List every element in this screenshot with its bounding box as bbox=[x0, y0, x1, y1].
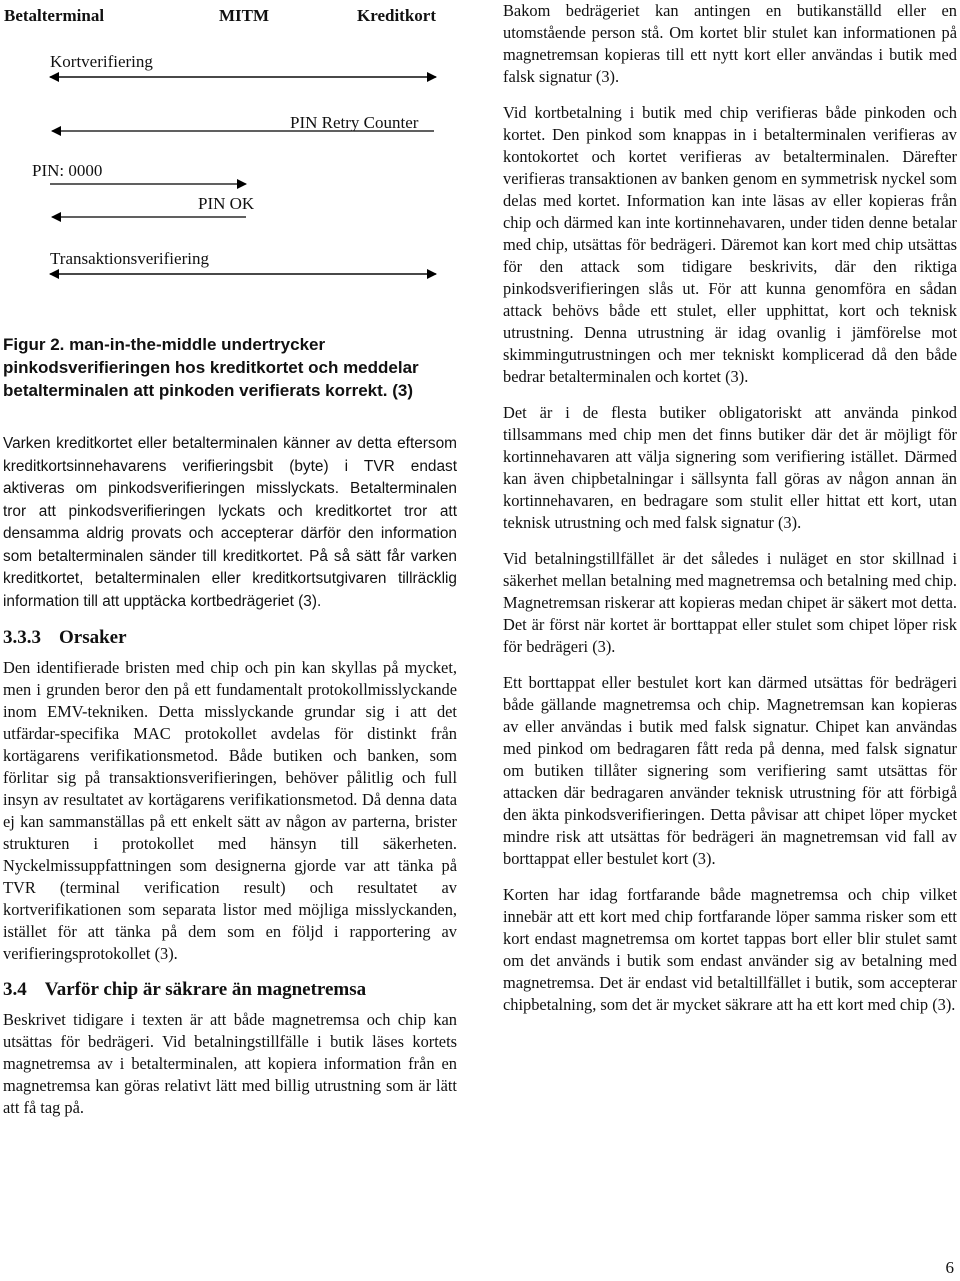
figure-caption: Figur 2. man-in-the-middle undertrycker pinkodsverifieringen hos kreditkortet och meddelar betalterminalen att pinkoden verifierats korrekt. (3) bbox=[3, 335, 419, 400]
paragraph-kortbetalning: Vid kortbetalning i butik med chip verifieras både pinkoden och kortet. Den pinkod som knappas in i betalterminalen verifieras av kontokortet och kortet verifieras av betalterminalen. Därefter verifieras transaktionen av banken genom en symmetrisk nyckel som delas med kortet. Information kan inte läsas av eller kopieras från chip och därmed kan inte kortinnehavaren, under tiden denne betalar med chip, utsättas för bedrägeri. Däremot kan kort med chip utsättas för den attack som tidigare beskrivits, där den riktiga pinkodsverifieringen slås ut. För att kunna genomföra en sådan attack behövs både ett stulet, eller upphittat, kort och teknisk utrustning. Denna utrustning är idag ovanlig i jämförelse mot skimmingutrustningen och mer tekniskt komplicerad då den både bedrar betalterminalen och kortet (3). bbox=[503, 103, 957, 386]
right-column bbox=[503, 0, 957, 1030]
header-betalterminal: Betalterminal bbox=[4, 6, 105, 25]
left-column bbox=[3, 433, 457, 1133]
mitm-sequence-diagram bbox=[0, 0, 460, 300]
section-heading-333 bbox=[3, 627, 457, 649]
section-number: 3.3.3 bbox=[3, 627, 41, 648]
label-pin-ok: PIN OK bbox=[198, 194, 255, 213]
label-pin-0000: PIN: 0000 bbox=[32, 161, 103, 180]
paragraph-intro: Varken kreditkortet eller betalterminalen känner av detta eftersom kreditkortsinnehavarens verifieringsbit (byte) i TVR endast aktiveras om pinkodsverifieringen misslyckats. Betalterminalen tror att pinkodsverifieringen lyckats och kreditkortet tror att densamma aldrig provats och accepterar därför den information som betalterminalen sänder till kreditkortet. På så sätt får varken kreditkortet, betalterminalen eller kreditkortsutgivaren tillräcklig information till att upptäcka kortbedrägeriet (3). bbox=[3, 435, 457, 610]
section-heading-34 bbox=[3, 979, 457, 1001]
paragraph-orsaker: Den identifierade bristen med chip och pin kan skyllas på mycket, men i grunden beror den på ett fundamentalt protokollmisslyckande inom EMV-tekniken. Detta misslyckande grundar sig i att det utfärdar-specifika MAC protokollet avdelas för distinkt från kortägarens verifikationsmetod. Både butiken och banken, som förlitar sig på transaktionsverifieringen, behöver pålitlig och full insyn av resultatet av kortägarens verifikationsmetod. Då denna data ej kan sammanställas på ett enkelt sätt av någon av parterna, brister strukturen i protokollet med hänsyn till säkerheten. Nyckelmissuppfattningen som designerna gjorde var att tänka på TVR (terminal verification result) och resultatet av kortverifikationen som separata listor med möjliga misslyckanden, istället för att tänka på dem som en följd i rapportering av verifieringsprotokollet (3). bbox=[3, 658, 457, 963]
paragraph-borttappat: Ett borttappat eller bestulet kort kan därmed utsättas för bedrägeri både gällande magnetremsa och chip. Magnetremsan kan kopieras av eller användas i butik med falsk signatur. Chipet kan användas med pinkod om bedragaren fått reda på denna, med falsk signatur om butiken tillåter signering som verifiering samt utsättas för attacken där bedragaren använder teknisk utrustning för att förbigå den äkta pinkodsverifieringen. Detta påvisar att chipet löper mycket mindre risk att utsättas för bedrägeri än magnetremsan vid fall av borttappat eller bestulet kort (3). bbox=[503, 673, 957, 868]
section-title: Orsaker bbox=[59, 627, 127, 648]
paragraph-butiker: Det är i de flesta butiker obligatoriskt att använda pinkod tillsammans med chip men det finns butiker där det är möjligt för kortinnehavaren att välja signering som verifiering istället. Därmed kan även chipbetalningar i sällsynta fall göras av någon annan än kortinnehavaren, en bedragare som stulit eller hittat ett kort, utan teknisk utrustning och med falsk signatur (3). bbox=[503, 403, 957, 532]
label-pin-retry-counter: PIN Retry Counter bbox=[290, 113, 419, 132]
paragraph-korten: Korten har idag fortfarande både magnetremsa och chip vilket innebär att ett kort med chip fortfarande löper samma risker som ett kort endast magnetremsa om kortet tappas bort eller blir stulet samt om det används i butik som endast använder sig av betalning med magnetremsa. Det är endast vid betaltillfället i butik, som accepterar chipbetalning, som det är mycket säkrare att ha ett kort med chip (3). bbox=[503, 885, 957, 1014]
section-number: 3.4 bbox=[3, 979, 27, 1000]
header-kreditkort: Kreditkort bbox=[357, 6, 437, 25]
page-number: 6 bbox=[945, 1258, 954, 1277]
label-kortverifiering: Kortverifiering bbox=[50, 52, 153, 71]
label-transaktionsverifiering: Transaktionsverifiering bbox=[50, 249, 209, 268]
paragraph-bedrageri: Bakom bedrägeriet kan antingen en butikanställd eller en utomstående person stå. Om kortet blir stulet kan informationen på magnetremsan kopieras till ett nytt kort eller användas i butik med falsk signatur (3). bbox=[503, 1, 957, 86]
header-mitm: MITM bbox=[219, 6, 270, 25]
section-title: Varför chip är säkrare än magnetremsa bbox=[44, 979, 367, 1000]
paragraph-betalningstillfallet: Vid betalningstillfället är det således i nuläget en stor skillnad i säkerhet mellan betalning med magnetremsa och betalning med chip. Magnetremsan riskerar att kopieras medan chipet är säkert mot detta. Det är först när kortet är borttappat eller stulet som chipet löper risk för bedrägeri (3). bbox=[503, 549, 957, 656]
paragraph-magnetremsa: Beskrivet tidigare i texten är att både magnetremsa och chip kan utsättas för bedrägeri. Vid betalningstillfälle i butik läses kortets magnetremsa av i betalterminalen, att kopiera information från en magnetremsa kan göras relativt lätt med billig utrustning som är lätt att få tag på. bbox=[3, 1010, 457, 1117]
